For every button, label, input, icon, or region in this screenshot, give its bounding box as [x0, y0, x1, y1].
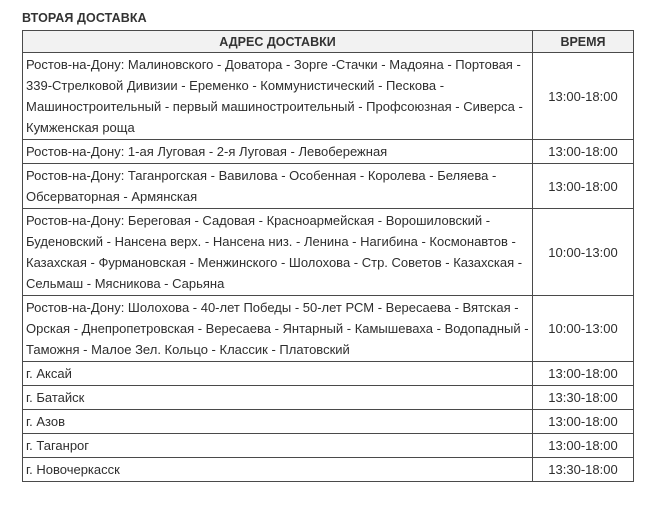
time-cell: 13:30-18:00 [533, 386, 634, 410]
time-cell: 13:30-18:00 [533, 458, 634, 482]
table-row [23, 296, 634, 362]
time-cell: 13:00-18:00 [533, 140, 634, 164]
time-cell: 13:00-18:00 [533, 434, 634, 458]
table-row [23, 164, 634, 209]
address-cell: г. Аксай [23, 362, 533, 386]
delivery-table [22, 30, 634, 482]
column-header-time: ВРЕМЯ [533, 31, 634, 53]
time-cell: 10:00-13:00 [533, 296, 634, 362]
address-cell: Ростов-на-Дону: Таганрогская - Вавилова - Особенная - Королева - Беляева - Обсерваторная - Армянская [23, 164, 533, 209]
table-row [23, 362, 634, 386]
table-row [23, 386, 634, 410]
address-cell: г. Таганрог [23, 434, 533, 458]
address-cell: Ростов-на-Дону: Малиновского - Доватора - Зорге -Стачки - Мадояна - Портовая - 339-Стрелковой Дивизии - Еременко - Коммунистический - Пескова - Машиностроительный - первый машиностроительный - Профсоюзная - Сиверса - Кумженская роща [23, 53, 533, 140]
table-row [23, 53, 634, 140]
address-cell: г. Батайск [23, 386, 533, 410]
table-row [23, 458, 634, 482]
time-cell: 10:00-13:00 [533, 209, 634, 296]
address-cell: г. Азов [23, 410, 533, 434]
column-header-address: АДРЕС ДОСТАВКИ [23, 31, 533, 53]
address-cell: Ростов-на-Дону: Береговая - Садовая - Красноармейская - Ворошиловский - Буденовский - Нансена верх. - Нансена низ. - Ленина - Нагибина - Космонавтов - Казахская - Фурмановская - Менжинского - Шолохова - Стр. Советов - Казахская - Сельмаш - Мясникова - Сарьяна [23, 209, 533, 296]
time-cell: 13:00-18:00 [533, 164, 634, 209]
table-row [23, 209, 634, 296]
address-cell: г. Новочеркасск [23, 458, 533, 482]
section-title: ВТОРАЯ ДОСТАВКА [22, 11, 147, 25]
address-cell: Ростов-на-Дону: Шолохова - 40-лет Победы - 50-лет РСМ - Вересаева - Вятская - Орская - Днепропетровская - Вересаева - Янтарный - Камышеваха - Водопадный - Таможня - Малое Зел. Кольцо - Классик - Платовский [23, 296, 533, 362]
time-cell: 13:00-18:00 [533, 53, 634, 140]
table-row [23, 434, 634, 458]
table-header-row [23, 31, 634, 53]
table-row [23, 140, 634, 164]
address-cell: Ростов-на-Дону: 1-ая Луговая - 2-я Луговая - Левобережная [23, 140, 533, 164]
time-cell: 13:00-18:00 [533, 410, 634, 434]
table-row [23, 410, 634, 434]
time-cell: 13:00-18:00 [533, 362, 634, 386]
